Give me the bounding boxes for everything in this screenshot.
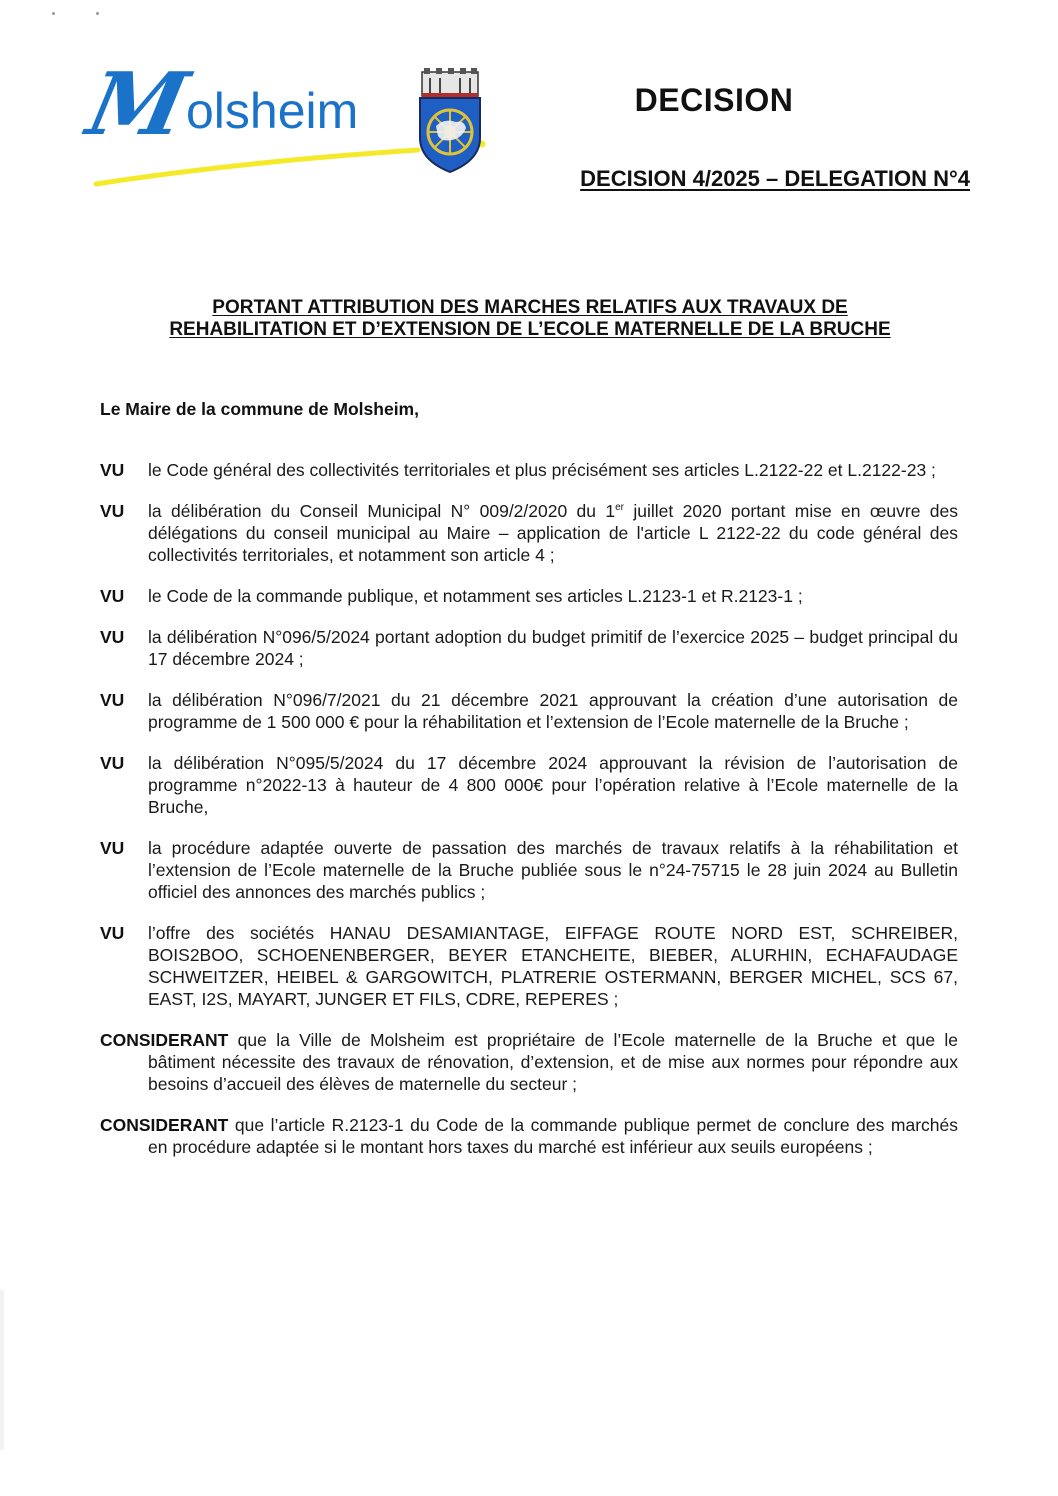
vu-clause xyxy=(100,500,958,566)
vu-text-part: juillet 2020 portant mise en œuvre des délégations du conseil municipal au Maire – application de l'article L 2122-22 du code général des collectivités territoriales, et notamment son article 4 ; xyxy=(148,501,958,565)
logo-initial: M xyxy=(79,54,193,155)
vu-keyword: VU xyxy=(100,923,125,943)
scan-edge-shade xyxy=(0,1290,4,1450)
mayor-intro: Le Maire de la commune de Molsheim, xyxy=(100,399,419,419)
vu-keyword: VU xyxy=(100,627,125,647)
vu-keyword: VU xyxy=(100,586,125,606)
vu-keyword: VU xyxy=(100,501,125,521)
vu-clause xyxy=(100,585,958,607)
decision-reference: DECISION 4/2025 – DELEGATION N°4 xyxy=(580,166,970,191)
vu-keyword: VU xyxy=(100,753,125,773)
considerant-clause xyxy=(100,1029,958,1095)
vu-clause xyxy=(100,752,958,818)
vu-text: la délibération N°096/5/2024 portant adoption du budget primitif de l’exercice 2025 – budget principal du 17 décembre 2024 ; xyxy=(148,627,958,669)
vu-clause xyxy=(100,837,958,903)
vu-text: la procédure adaptée ouverte de passation des marchés de travaux relatifs à la réhabilitation et l’extension de l’Ecole maternelle de la Bruche publiée sous le n°24-75715 le 28 juin 2024 au Bulletin officiel des annonces des marchés publics ; xyxy=(148,838,958,902)
considerant-text: que la Ville de Molsheim est propriétaire de l’Ecole maternelle de la Bruche et que le bâtiment nécessite des travaux de rénovation, d’extension, et de mise aux normes pour répondre aux besoins d’accueil des élèves de maternelle du secteur ; xyxy=(148,1030,958,1094)
vu-text: la délibération N°096/7/2021 du 21 décembre 2021 approuvant la création d’une autorisation de programme de 1 500 000 € pour la réhabilitation et l’extension de l’Ecole maternelle de la Bruche ; xyxy=(148,690,958,732)
considerant-keyword: CONSIDERANT xyxy=(100,1030,229,1050)
vu-keyword: VU xyxy=(100,460,125,480)
logo-wordmark: olsheim xyxy=(186,83,359,139)
vu-text-part: la délibération du Conseil Municipal N° 009/2/2020 du 1 xyxy=(148,501,616,521)
vu-text: le Code de la commande publique, et notamment ses articles L.2123-1 et R.2123-1 ; xyxy=(148,586,803,606)
vu-text xyxy=(148,500,958,566)
scan-artifact xyxy=(52,12,55,15)
clauses-section xyxy=(100,459,958,1177)
considerant-text: que l’article R.2123-1 du Code de la commande publique permet de conclure des marchés en procédure adaptée si le montant hors taxes du marché est inférieur aux seuils européens ; xyxy=(148,1115,958,1157)
subject-line: REHABILITATION ET D’EXTENSION DE L’ECOLE MATERNELLE DE LA BRUCHE xyxy=(169,319,891,340)
scan-artifact xyxy=(96,12,99,15)
subject-line: PORTANT ATTRIBUTION DES MARCHES RELATIFS AUX TRAVAUX DE xyxy=(212,297,848,318)
vu-text: l’offre des sociétés HANAU DESAMIANTAGE, EIFFAGE ROUTE NORD EST, SCHREIBER, BOIS2BOO, SCHOENENBERGER, BEYER ETANCHEITE, BIEBER, ALURHIN, ECHAFAUDAGE SCHWEITZER, HEIBEL & GARGOWITCH, PLATRERIE OSTERMANN, BERGER MICHEL, SCS 67, EAST, I2S, MAYART, JUNGER ET FILS, CDRE, REPERES ; xyxy=(148,923,958,1009)
vu-keyword: VU xyxy=(100,690,125,710)
vu-clause xyxy=(100,922,958,1010)
vu-clause xyxy=(100,459,958,481)
vu-keyword: VU xyxy=(100,838,125,858)
vu-clause xyxy=(100,689,958,733)
considerant-clause xyxy=(100,1114,958,1158)
ordinal-superscript: er xyxy=(615,502,625,514)
considerant-keyword: CONSIDERANT xyxy=(100,1115,229,1135)
vu-clause xyxy=(100,626,958,670)
document-type-title: DECISION xyxy=(634,82,794,118)
vu-text: la délibération N°095/5/2024 du 17 décembre 2024 approuvant la révision de l’autorisation de programme n°2022-13 à hauteur de 4 800 000€ pour l’opération relative à l’Ecole maternelle de la Bruche, xyxy=(148,753,958,817)
decision-subject xyxy=(100,297,960,341)
vu-text: le Code général des collectivités territoriales et plus précisément ses articles L.2122-22 et L.2122-23 ; xyxy=(148,460,936,480)
